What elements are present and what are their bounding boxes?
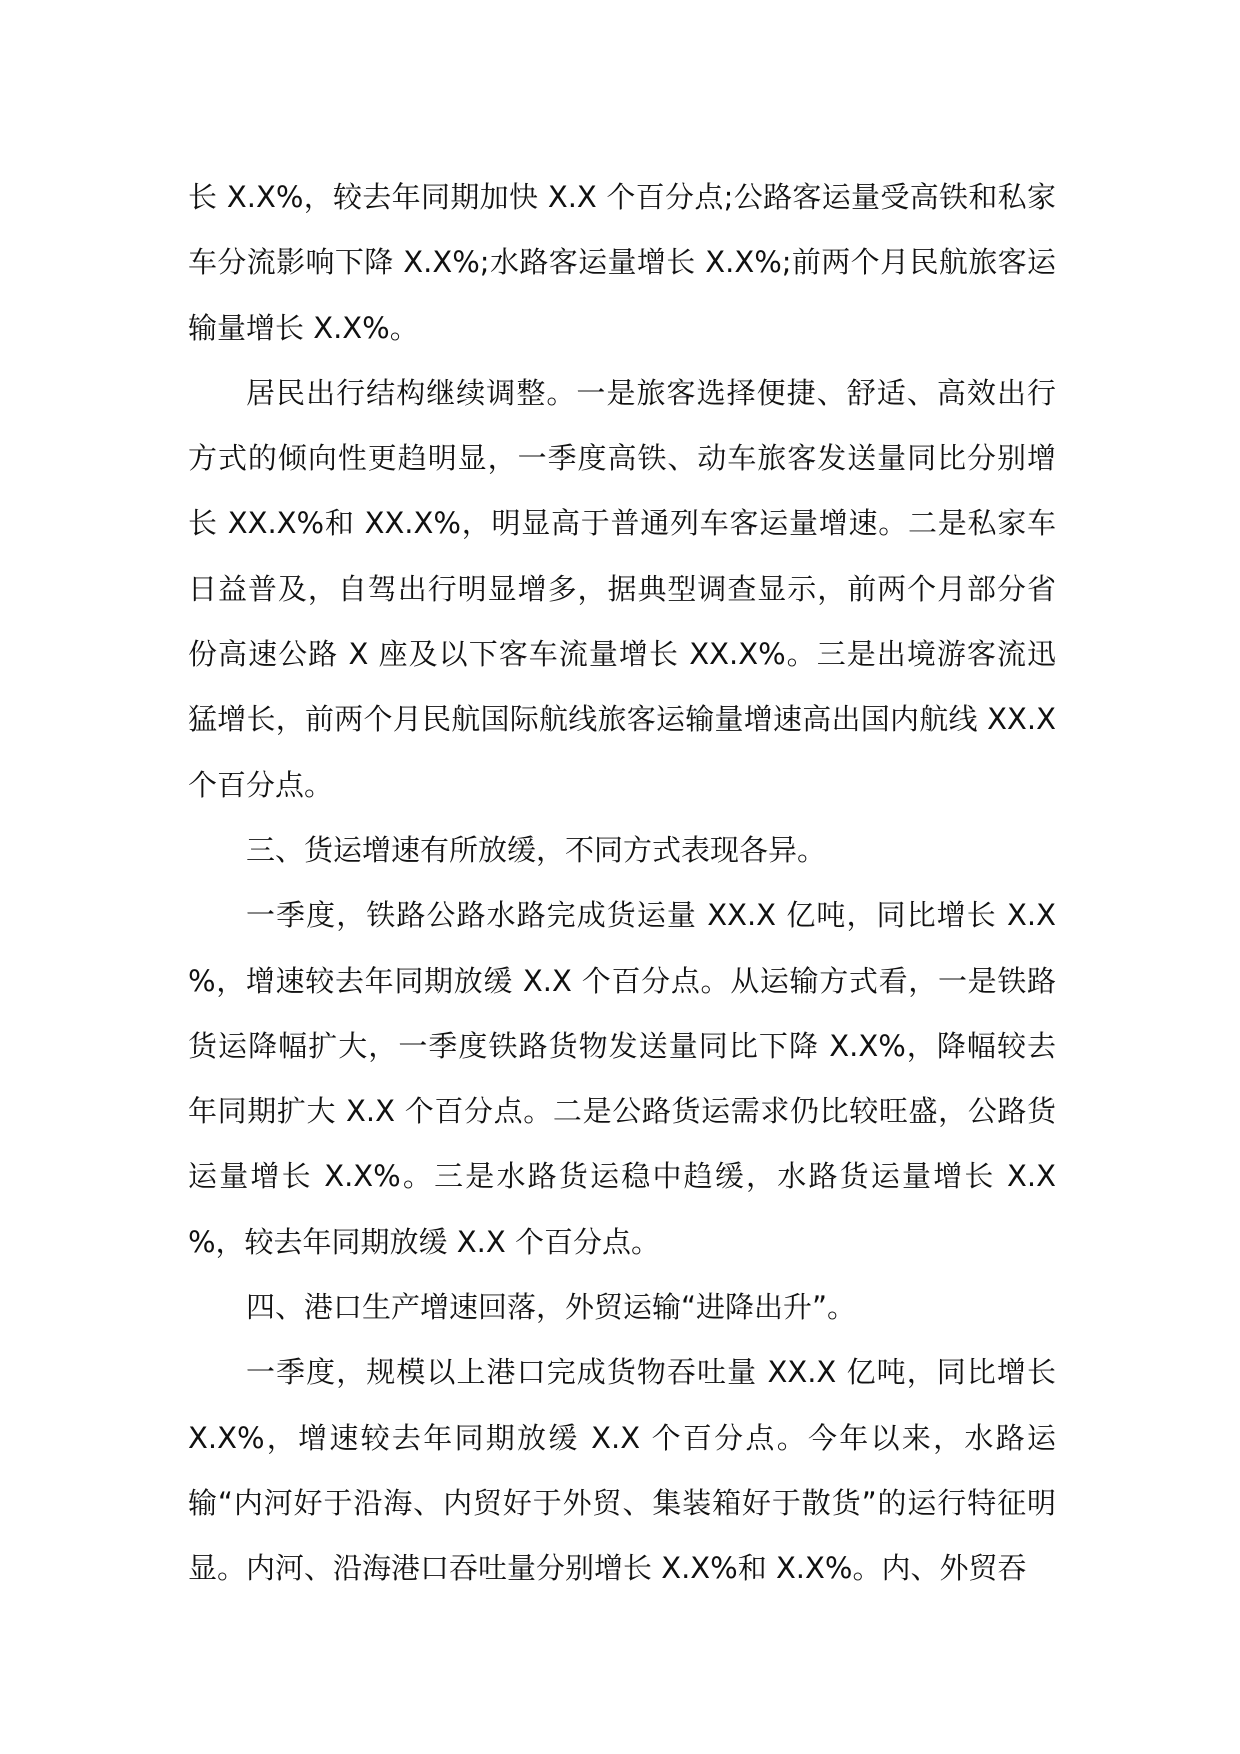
paragraph-travel-structure: 居民出行结构继续调整。一是旅客选择便捷、舒适、高效出行方式的倾向性更趋明显，一季度高铁、动车旅客发送量同比分别增长 XX.X%和 XX.X%，明显高于普通列车客运量增速。二是私家车日益普及，自驾出行明显增多，据典型调查显示，前两个月部分省份高速公路 X 座及以下客车流量增长 XX.X%。三是出境游客流迅猛增长，前两个月民航国际航线旅客运输量增速高出国内航线 XX.X 个百分点。 — [188, 375, 1056, 802]
section-heading-ports: 四、港口生产增速回落，外贸运输“进降出升”。 — [246, 1290, 857, 1325]
section-heading-freight: 三、货运增速有所放缓，不同方式表现各异。 — [246, 832, 827, 867]
paragraph-freight-volume: 一季度，铁路公路水路完成货运量 XX.X 亿吨，同比增长 X.X %，增速较去年同期放缓 X.X 个百分点。从运输方式看，一是铁路货运降幅扩大，一季度铁路货物发送量同比下降 X.X%，降幅较去年同期扩大 X.X 个百分点。二是公路货运需求仍比较旺盛，公路货运量增长 X.X%。三是水路货运稳中趋缓，水路货运量增长 X.X %，较去年同期放缓 X.X 个百分点。 — [188, 898, 1056, 1259]
document-body — [188, 165, 1056, 1602]
paragraph-passenger-growth: 长 X.X%，较去年同期加快 X.X 个百分点;公路客运量受高铁和私家车分流影响下降 X.X%;水路客运量增长 X.X%;前两个月民航旅客运输量增长 X.X%。 — [188, 180, 1056, 345]
paragraph-port-throughput: 一季度，规模以上港口完成货物吞吐量 XX.X 亿吨，同比增长 X.X%，增速较去年同期放缓 X.X 个百分点。今年以来，水路运输“内河好于沿海、内贸好于外贸、集装箱好于散货”的运行特征明显。内河、沿海港口吞吐量分别增长 X.X%和 X.X%。内、外贸吞 — [188, 1355, 1056, 1586]
